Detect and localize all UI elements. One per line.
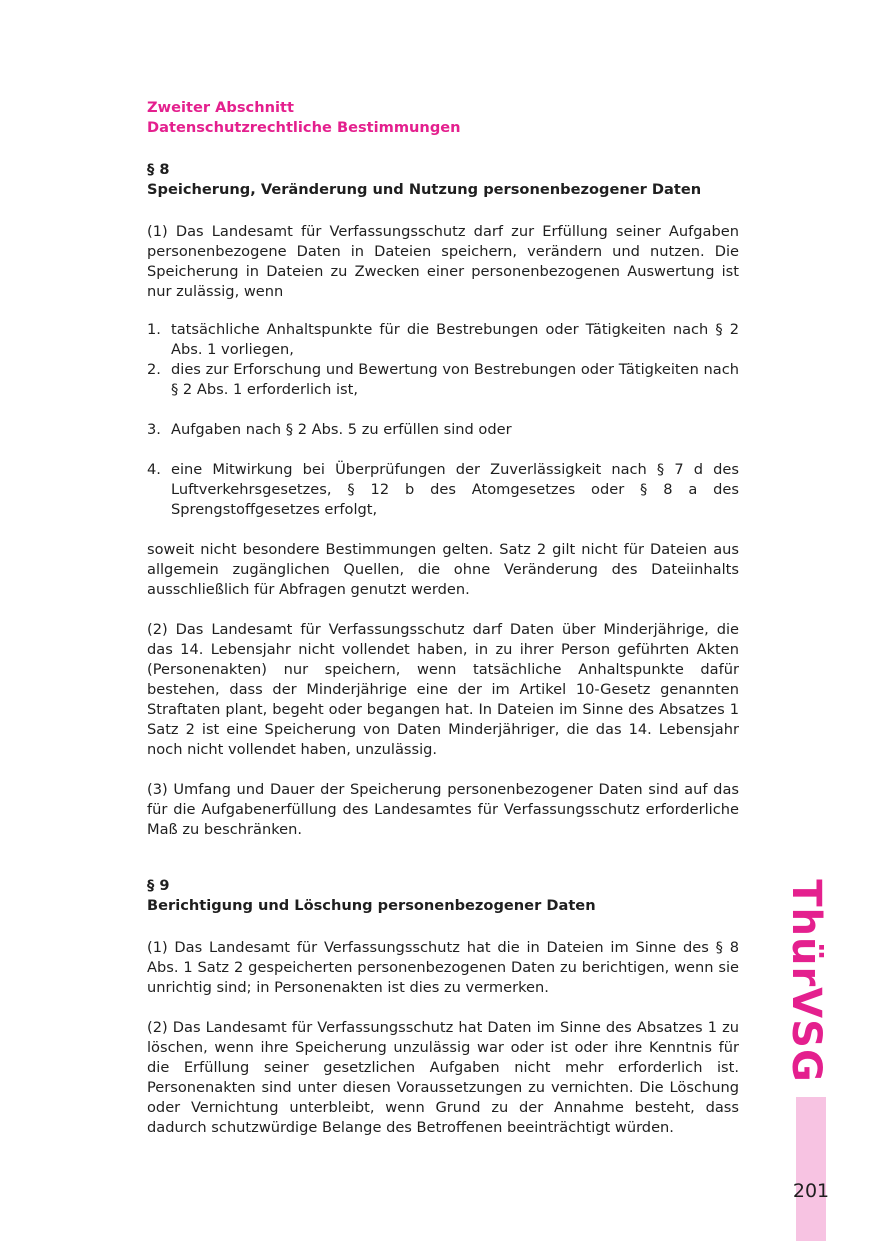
para8-p2: (2) Das Landesamt für Verfassungsschutz darf Daten über Minderjährige, die das 14. Lebensjahr nicht vollendet haben, in zu ihrer Person geführten Akten (Personenakten) nur speichern, wenn tatsächliche Anhaltspunkte dafür bestehen, dass der Minderjährige eine der im Artikel 10-Gesetz genannten Straftaten plant, begeht oder begangen hat. In Dateien im Sinne des Absatzes 1 Satz 2 ist eine Speicherung von Daten Minderjähriger, die das 14. Lebensjahr noch nicht vollendet haben, unzulässig. [147, 621, 739, 758]
side-color-bar [796, 1097, 826, 1241]
list-item-text: tatsächliche Anhaltspunkte für die Bestrebungen oder Tätigkeiten nach § 2 Abs. 1 vorliegen, [171, 321, 739, 358]
para9-p2: (2) Das Landesamt für Verfassungsschutz hat Daten im Sinne des Absatzes 1 zu löschen, wenn ihre Speicherung unzulässig war oder ist oder ihre Kenntnis für die Erfüllung seiner gesetzlichen Aufgaben nicht mehr erforderlich ist. Personenakten sind unter diesen Voraussetzungen zu vernichten. Die Löschung oder Vernichtung unterbleibt, wenn Grund zu der Annahme besteht, dass dadurch schutzwürdige Belange des Betroffenen beeinträchtigt würden. [147, 1019, 739, 1136]
page-number: 201 [792, 1180, 830, 1202]
para8-number: § 8 [147, 161, 170, 178]
para8-title: Speicherung, Veränderung und Nutzung personenbezogener Daten [147, 181, 702, 198]
list-item-number: 3. [147, 421, 161, 438]
para8-list [147, 320, 739, 520]
list-item [147, 460, 739, 520]
page-content [147, 98, 739, 1138]
para8-p3: (3) Umfang und Dauer der Speicherung personenbezogener Daten sind auf das für die Aufgabenerfüllung des Landesamtes für Verfassungsschutz erforderliche Maß zu beschränken. [147, 781, 739, 838]
side-title [781, 879, 831, 1083]
section-subheading: Datenschutzrechtliche Bestimmungen [147, 119, 461, 136]
para9-p1: (1) Das Landesamt für Verfassungsschutz hat die in Dateien im Sinne des § 8 Abs. 1 Satz 2 gespeicherten personenbezogenen Daten zu berichtigen, wenn sie unrichtig sind; in Personenakten ist dies zu vermerken. [147, 939, 739, 996]
para9-number: § 9 [147, 877, 170, 894]
list-item-text: Aufgaben nach § 2 Abs. 5 zu erfüllen sind oder [171, 421, 512, 438]
para8-p1-tail: soweit nicht besondere Bestimmungen gelten. Satz 2 gilt nicht für Dateien aus allgemein zugänglichen Quellen, die ohne Veränderung des Dateiinhalts ausschließlich für Abfragen genutzt werden. [147, 541, 739, 598]
section-heading: Zweiter Abschnitt [147, 99, 294, 116]
list-item-number: 2. [147, 361, 161, 378]
list-item [147, 320, 739, 360]
list-item-number: 4. [147, 461, 161, 478]
para8-p1: (1) Das Landesamt für Verfassungsschutz darf zur Erfüllung seiner Aufgaben personenbezogene Daten in Dateien speichern, verändern und nutzen. Die Speicherung in Dateien zu Zwecken einer personenbezogenen Auswertung ist nur zulässig, wenn [147, 223, 739, 300]
list-item-text: dies zur Erforschung und Bewertung von Bestrebungen oder Tätigkeiten nach § 2 Abs. 1 erforderlich ist, [171, 361, 739, 398]
list-item [147, 420, 739, 440]
list-item-text: eine Mitwirkung bei Überprüfungen der Zuverlässigkeit nach § 7 d des Luftverkehrsgesetzes, § 12 b des Atomgesetzes oder § 8 a des Sprengstoffgesetzes erfolgt, [171, 461, 739, 518]
list-item-number: 1. [147, 321, 161, 338]
side-title-text: ThürVSG [783, 879, 829, 1083]
list-item [147, 360, 739, 400]
para9-title: Berichtigung und Löschung personenbezogener Daten [147, 897, 596, 914]
